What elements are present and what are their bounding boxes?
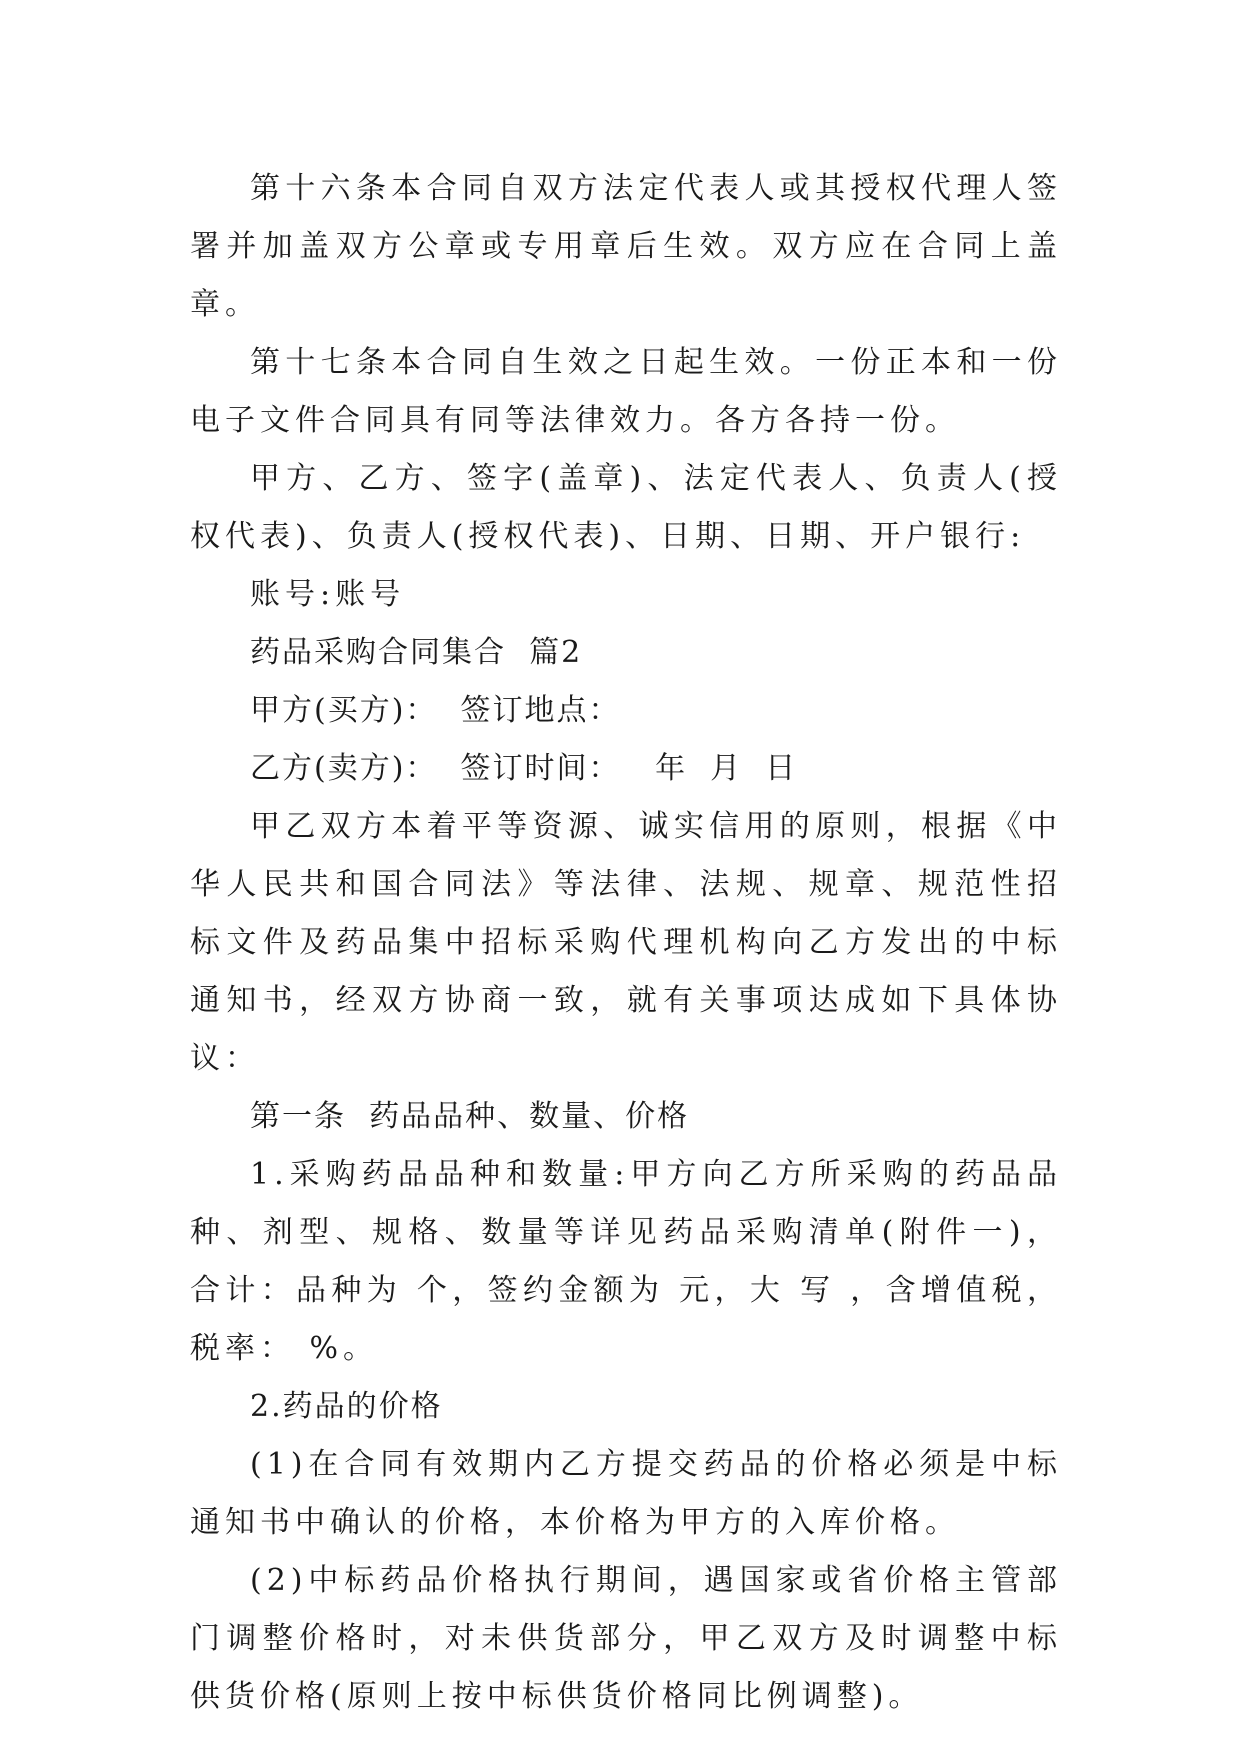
preamble-paragraph: 甲乙双方本着平等资源、诚实信用的原则，根据《中华人民共和国合同法》等法律、法规、规章、规范性招标文件及药品集中招标采购代理机构向乙方发出的中标通知书，经双方协商一致，就有关事项达成如下具体协议：: [190, 809, 1062, 1076]
section-title: 药品采购合同集合 篇2: [250, 635, 583, 670]
party-a-line: 甲方(买方)： 签订地点：: [250, 693, 621, 728]
price-clause-1-paragraph: (1)在合同有效期内乙方提交药品的价格必须是中标通知书中确认的价格，本价格为甲方的入库价格。: [190, 1447, 1062, 1540]
document-body: [190, 160, 1062, 1726]
clause-17-paragraph: 第十七条本合同自生效之日起生效。一份正本和一份电子文件合同具有同等法律效力。各方各持一份。: [190, 345, 1062, 438]
price-clause-2-paragraph: (2)中标药品价格执行期间，遇国家或省价格主管部门调整价格时，对未供货部分，甲乙双方及时调整中标供货价格(原则上按中标供货价格同比例调整)。: [190, 1563, 1062, 1714]
clause-16-paragraph: 第十六条本合同自双方法定代表人或其授权代理人签署并加盖双方公章或专用章后生效。双方应在合同上盖章。: [190, 171, 1062, 322]
item-1-paragraph: 1.采购药品品种和数量:甲方向乙方所采购的药品品种、剂型、规格、数量等详见药品采购清单(附件一)，合计：品种为 个，签约金额为 元，大 写 ，含增值税，税率： %。: [190, 1157, 1062, 1366]
article-1-heading: 第一条 药品品种、数量、价格: [250, 1099, 690, 1134]
item-2-heading: 2.药品的价格: [250, 1389, 443, 1424]
account-paragraph: 账号:账号: [250, 577, 406, 612]
signature-fields-paragraph: 甲方、乙方、签字(盖章)、法定代表人、负责人(授权代表)、负责人(授权代表)、日期、日期、开户银行:: [190, 461, 1062, 554]
party-b-line: 乙方(卖方)： 签订时间： 年 月 日: [250, 751, 798, 786]
